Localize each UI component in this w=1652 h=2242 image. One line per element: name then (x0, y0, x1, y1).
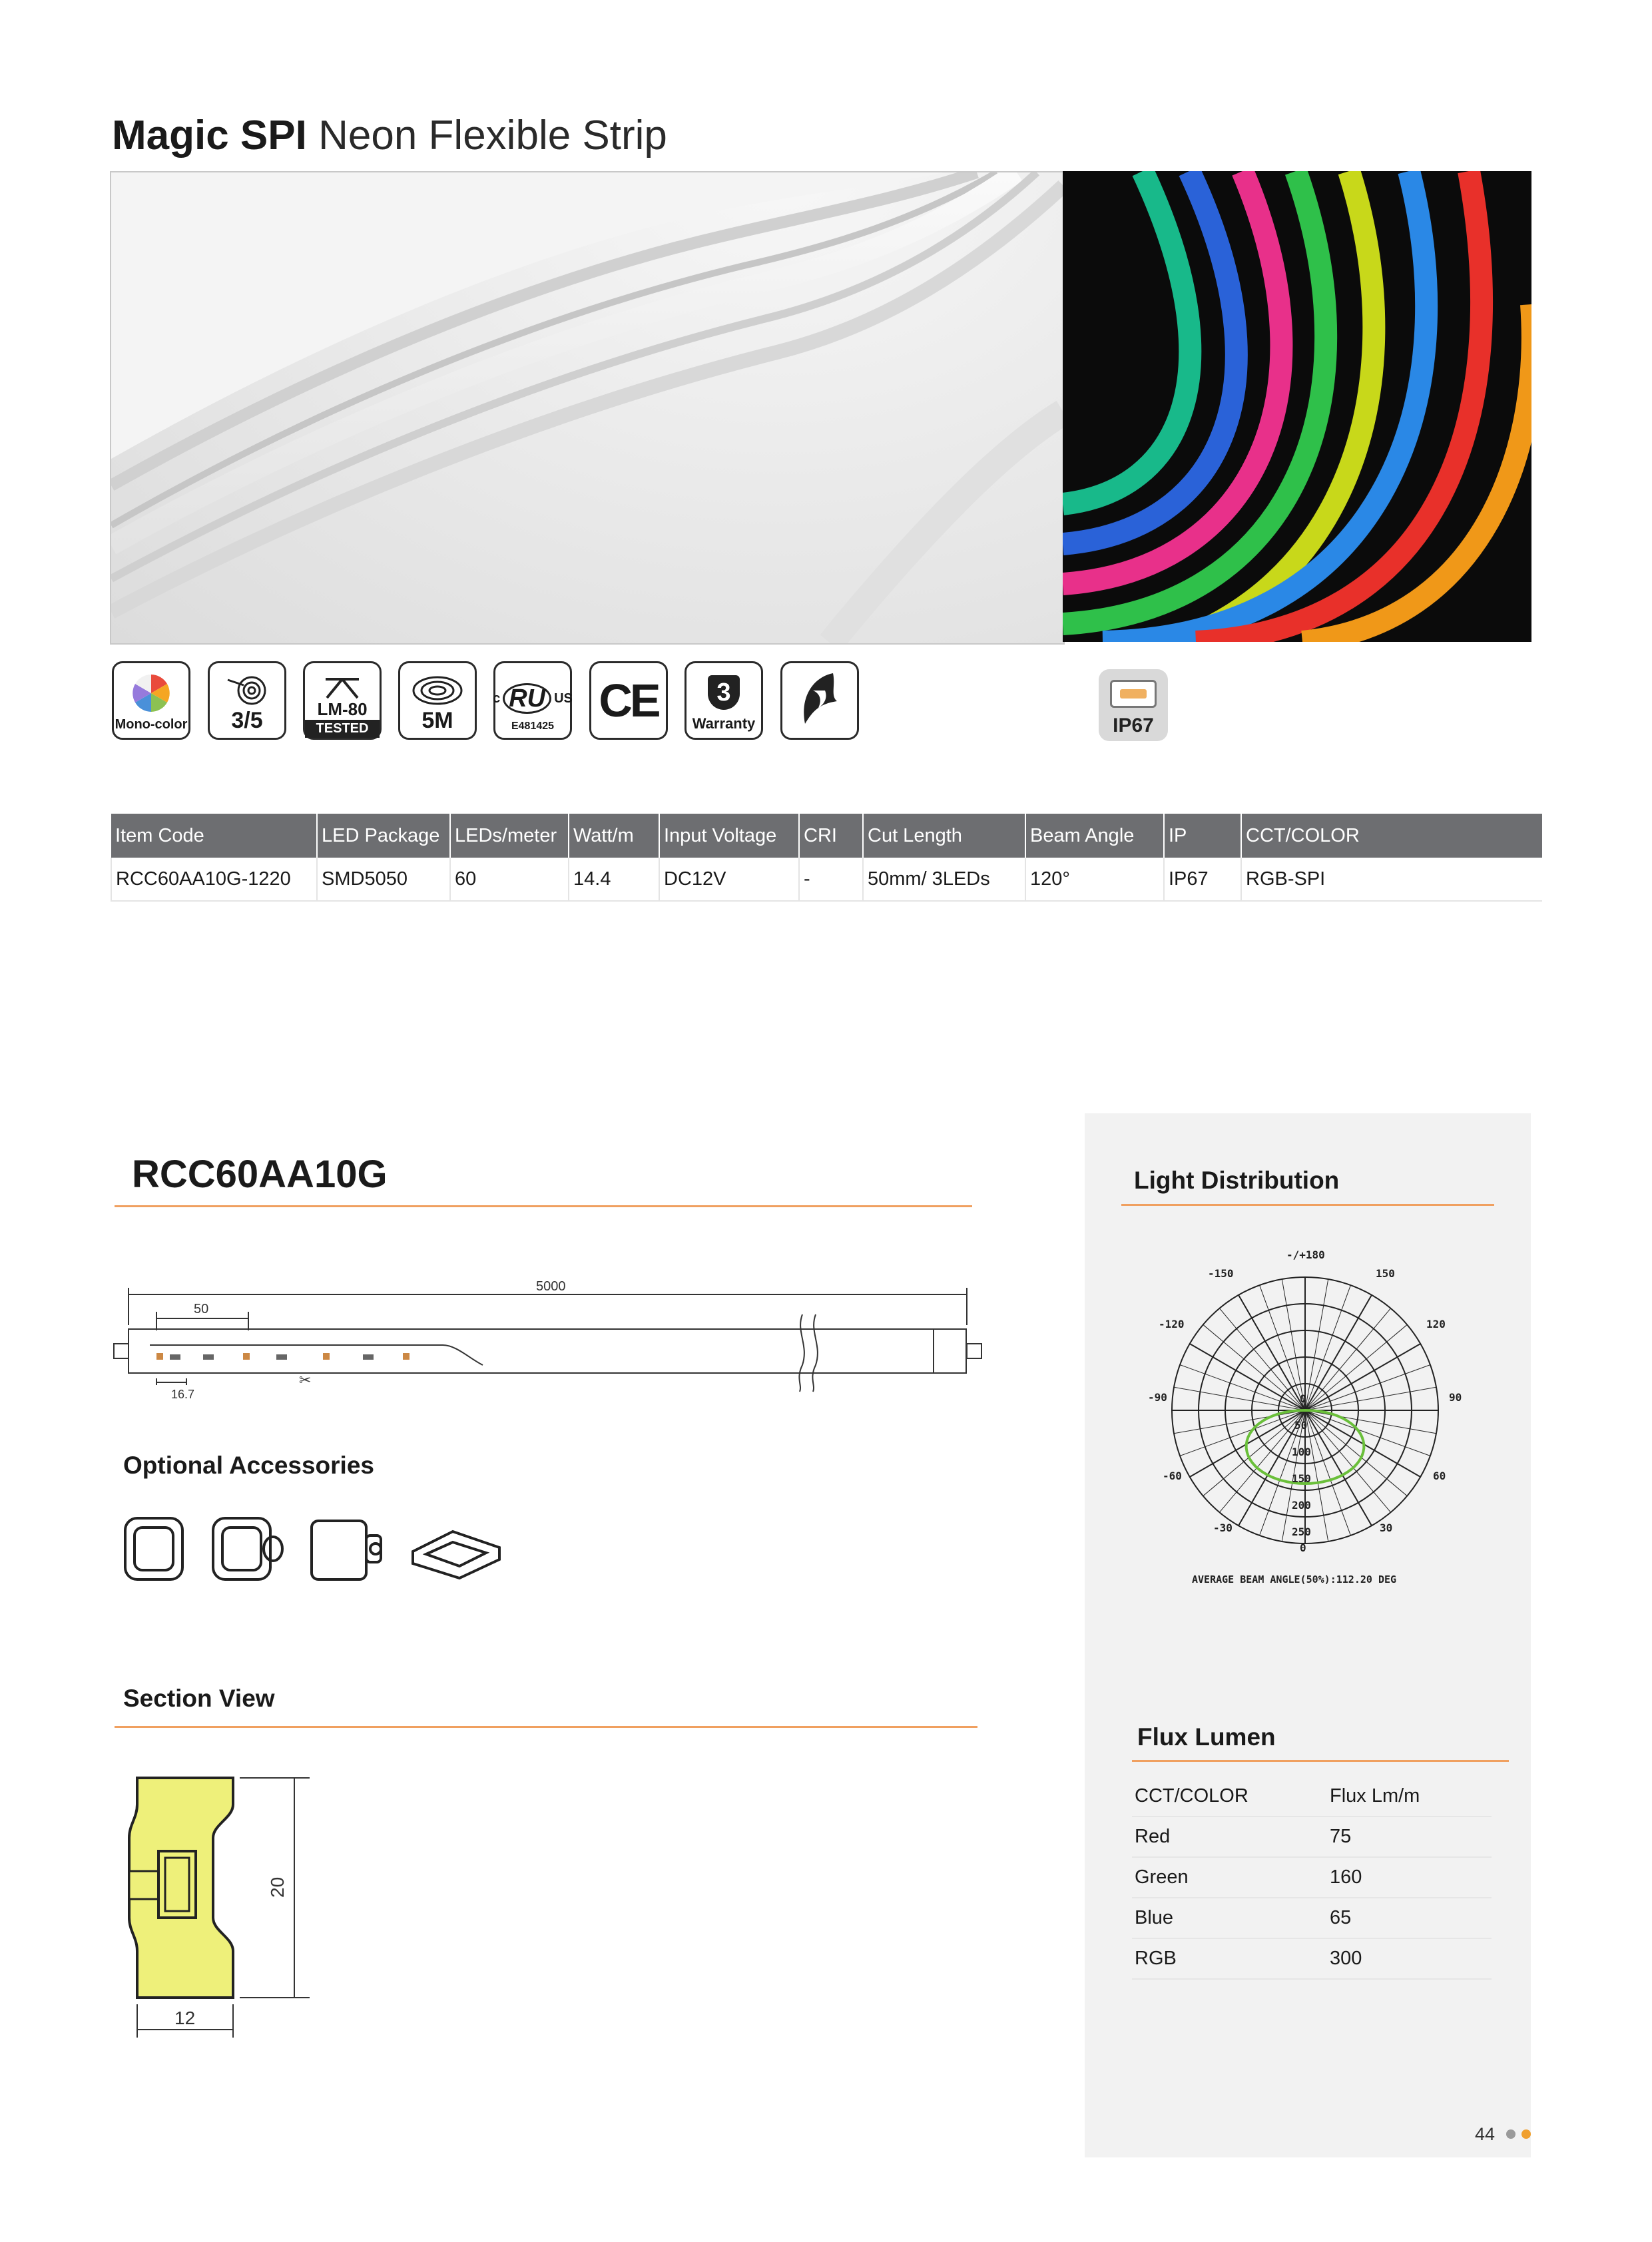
angle-label: 90 (1449, 1391, 1462, 1404)
flux-divider (1132, 1760, 1509, 1762)
ul-code: E481425 (511, 720, 555, 732)
ul-badge (493, 661, 572, 740)
radial-label: 250 (1292, 1526, 1311, 1538)
lm80-top-label: LM-80 (317, 699, 368, 719)
ce-icon: CE (599, 675, 659, 726)
angle-label: -30 (1213, 1522, 1233, 1534)
model-code: RCC60AA10G (132, 1153, 388, 1196)
table-row (1132, 1938, 1492, 1979)
mounting-clip-icon (413, 1532, 499, 1578)
radial-label: 200 (1292, 1499, 1311, 1512)
product-photo-rgb (1063, 171, 1531, 642)
accessories-title: Optional Accessories (123, 1452, 374, 1479)
angle-label: 30 (1380, 1522, 1393, 1534)
product-photo-white (110, 171, 1065, 645)
ip67-icon (1110, 680, 1157, 708)
strip-drawing (110, 1272, 989, 1398)
section-drawing (127, 1765, 326, 2044)
flux-value: 160 (1327, 1857, 1492, 1898)
angle-label: 0 (1300, 1541, 1306, 1554)
lm80-bottom-label: TESTED (305, 720, 380, 738)
angle-label: 150 (1376, 1267, 1395, 1280)
lm80-badge (303, 661, 382, 740)
spec-cell: IP67 (1164, 858, 1241, 901)
ul-icon: c RU US (493, 685, 573, 712)
flux-header: Flux Lm/m (1327, 1777, 1492, 1817)
flux-value: 300 (1327, 1938, 1492, 1979)
spec-cell: 60 (450, 858, 569, 901)
color-wheel-icon (131, 673, 171, 713)
cpc-icon (793, 671, 846, 730)
accessories-row (120, 1505, 506, 1585)
angle-label: -120 (1159, 1318, 1185, 1330)
ip67-label: IP67 (1113, 714, 1154, 736)
ip67-badge (1099, 669, 1168, 741)
angle-label: -90 (1148, 1391, 1167, 1404)
lm80-icon (319, 677, 366, 699)
spec-header: Watt/m (569, 814, 659, 858)
spec-header: Cut Length (863, 814, 1025, 858)
spec-header: CCT/COLOR (1241, 814, 1542, 858)
flux-color: Green (1132, 1857, 1327, 1898)
table-row (1132, 1857, 1492, 1898)
section-view-title: Section View (123, 1685, 275, 1712)
flux-value: 75 (1327, 1817, 1492, 1857)
spec-cell: RGB-SPI (1241, 858, 1542, 901)
radial-label: 150 (1292, 1472, 1311, 1485)
svg-text:✂: ✂ (299, 1372, 312, 1389)
angle-label: -150 (1208, 1267, 1234, 1280)
spec-header-row (111, 814, 1542, 858)
reel-icon (411, 673, 464, 708)
spec-cell: 14.4 (569, 858, 659, 901)
mono-color-badge (112, 661, 190, 740)
flux-color: Red (1132, 1817, 1327, 1857)
table-row (1132, 1817, 1492, 1857)
spec-header: Input Voltage (659, 814, 799, 858)
spec-header: CRI (799, 814, 863, 858)
segment-dimension: 50 (194, 1302, 209, 1316)
radial-label: 100 (1292, 1446, 1311, 1458)
model-divider (115, 1205, 972, 1207)
spec-header: LEDs/meter (450, 814, 569, 858)
warranty-label: Warranty (692, 715, 756, 732)
radial-label: 50 (1294, 1419, 1308, 1432)
beam-angle-caption: AVERAGE BEAM ANGLE(50%):112.20 DEG (1192, 1573, 1397, 1585)
angle-label: -60 (1163, 1470, 1182, 1482)
page-dot-accent (1521, 2129, 1531, 2139)
height-dimension: 20 (267, 1876, 288, 1898)
page-dot (1506, 2129, 1515, 2139)
flux-value: 65 (1327, 1898, 1492, 1938)
flux-header-row (1132, 1777, 1492, 1817)
page-number: 44 (1475, 2124, 1496, 2144)
width-dimension: 12 (174, 2008, 196, 2028)
ce-badge (589, 661, 668, 740)
angle-label: 60 (1433, 1470, 1446, 1482)
cpc-badge (780, 661, 859, 740)
spec-cell: DC12V (659, 858, 799, 901)
angle-label: 120 (1426, 1318, 1446, 1330)
spec-cell: 50mm/ 3LEDs (863, 858, 1025, 901)
end-cap-icon (125, 1518, 182, 1579)
flux-header: CCT/COLOR (1132, 1777, 1327, 1817)
table-row (1132, 1898, 1492, 1938)
mono-color-label: Mono-color (115, 717, 188, 732)
end-cap-with-hole-icon (213, 1518, 282, 1579)
radial-label: 0 (1300, 1392, 1306, 1405)
spec-header: Item Code (111, 814, 317, 858)
cut-length-badge (208, 661, 286, 740)
title-bold: Magic SPI (112, 113, 307, 158)
cut-label: 3/5 (231, 708, 263, 733)
pitch-dimension: 16.7 (171, 1388, 195, 1398)
side-connector-icon (312, 1521, 381, 1579)
length-dimension: 5000 (536, 1279, 566, 1294)
section-divider (115, 1726, 977, 1728)
spec-cell: 120° (1025, 858, 1164, 901)
spec-header: IP (1164, 814, 1241, 858)
flux-table (1132, 1777, 1492, 1980)
polar-chart (1132, 1239, 1478, 1585)
table-row (111, 858, 1542, 901)
spec-header: LED Package (317, 814, 450, 858)
flux-color: Blue (1132, 1898, 1327, 1938)
title-rest: Neon Flexible Strip (318, 113, 667, 158)
ul-mark: US (554, 691, 573, 706)
reel-label: 5M (421, 708, 453, 733)
warranty-icon: 3 (708, 675, 740, 710)
flux-color: RGB (1132, 1938, 1327, 1979)
angle-label: -/+180 (1286, 1249, 1325, 1261)
spec-cell: SMD5050 (317, 858, 450, 901)
spec-cell: - (799, 858, 863, 901)
spec-cell: RCC60AA10G-1220 (111, 858, 317, 901)
flux-title: Flux Lumen (1137, 1723, 1276, 1751)
spec-header: Beam Angle (1025, 814, 1164, 858)
warranty-badge (685, 661, 763, 740)
page-title (112, 112, 667, 159)
scissors-icon (224, 671, 270, 708)
spec-table (111, 814, 1542, 902)
reel-badge (398, 661, 477, 740)
light-distribution-divider (1121, 1204, 1494, 1206)
light-distribution-title: Light Distribution (1134, 1167, 1340, 1194)
